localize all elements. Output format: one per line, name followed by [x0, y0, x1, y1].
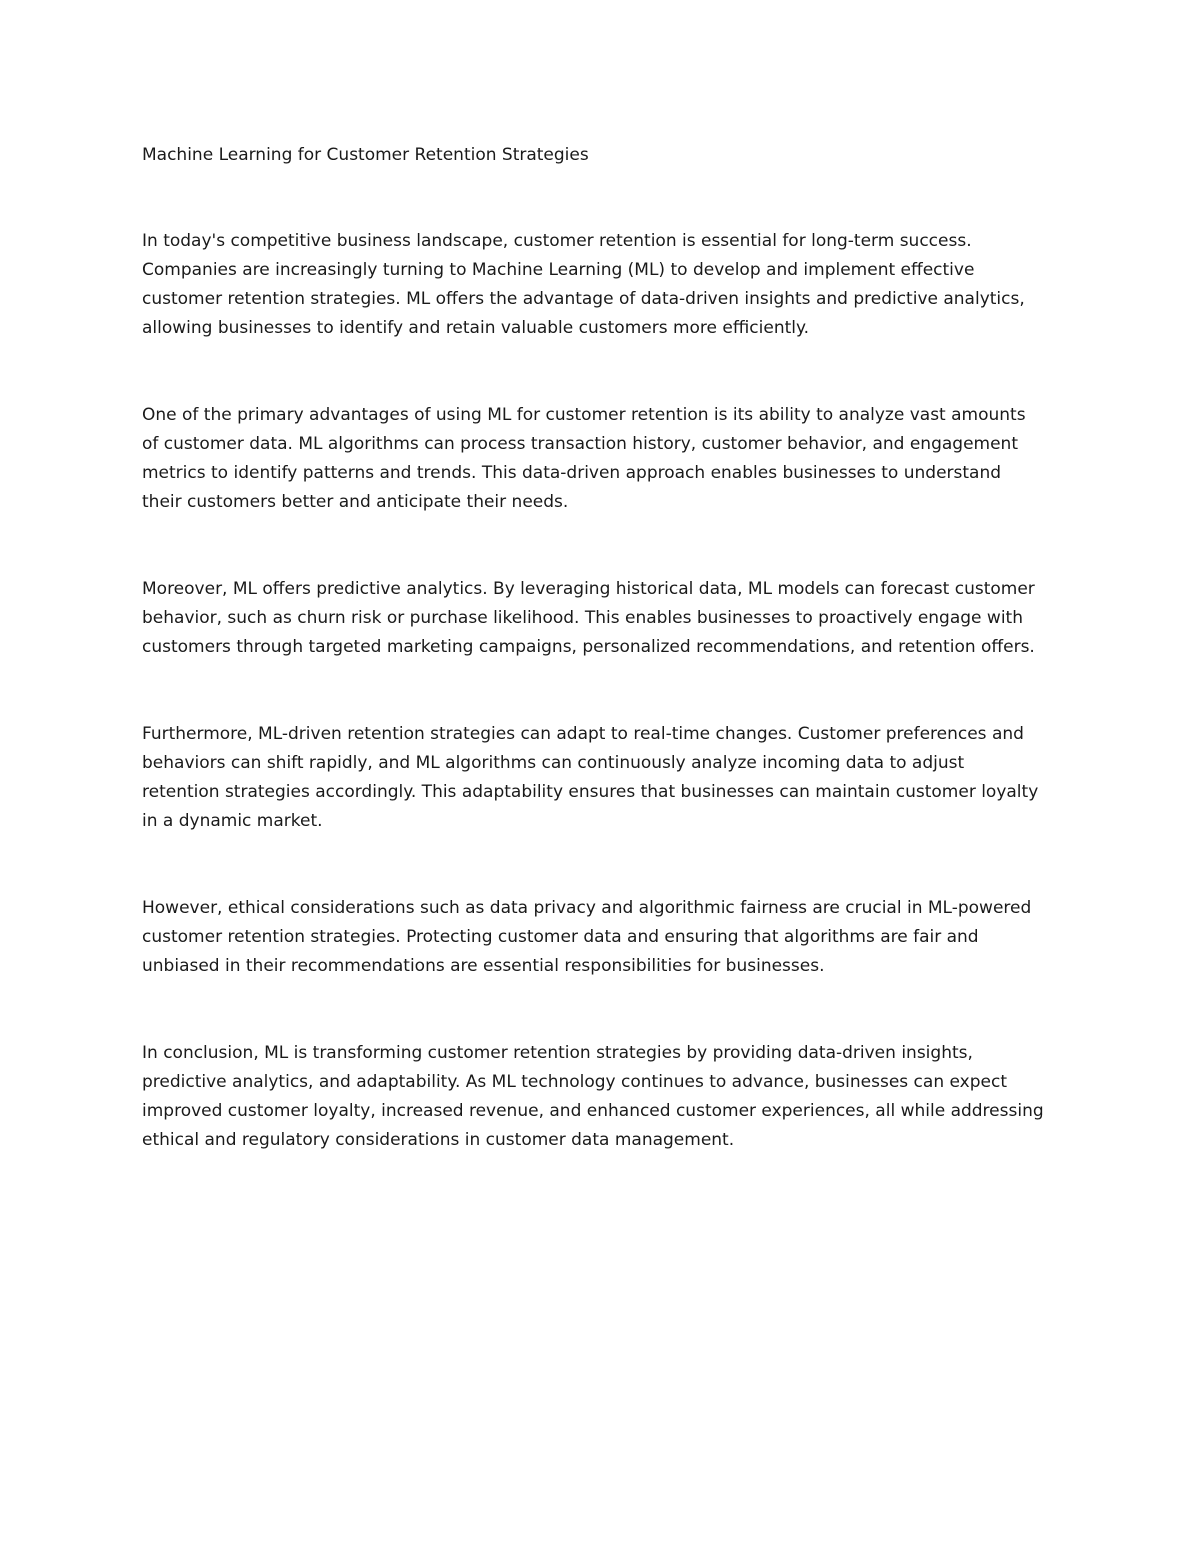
paragraph-real-time-adaptation — [142, 720, 1082, 836]
document-title: Machine Learning for Customer Retention Strategies — [142, 145, 589, 165]
paragraph-line: ethical and regulatory considerations in customer data management. — [142, 1130, 735, 1150]
paragraph-line: retention strategies accordingly. This adaptability ensures that businesses can maintain customer loyalty — [142, 782, 1039, 802]
paragraph-line: behavior, such as churn risk or purchase likelihood. This enables businesses to proactively engage with — [142, 608, 1023, 628]
paragraph-line: customer retention strategies. ML offers the advantage of data-driven insights and predictive analytics, — [142, 289, 1025, 309]
paragraph-line: Moreover, ML offers predictive analytics. By leveraging historical data, ML models can forecast customer — [142, 579, 1035, 599]
paragraph-conclusion — [142, 1039, 1082, 1155]
paragraph-line: behaviors can shift rapidly, and ML algorithms can continuously analyze incoming data to adjust — [142, 753, 965, 773]
paragraph-line: improved customer loyalty, increased revenue, and enhanced customer experiences, all while addressing — [142, 1101, 1044, 1121]
paragraph-line: customer retention strategies. Protecting customer data and ensuring that algorithms are fair and — [142, 927, 979, 947]
paragraph-ethics — [142, 894, 1082, 981]
paragraph-line: In conclusion, ML is transforming customer retention strategies by providing data-driven insights, — [142, 1043, 973, 1063]
paragraph-line: allowing businesses to identify and retain valuable customers more efficiently. — [142, 318, 810, 338]
paragraph-line: unbiased in their recommendations are essential responsibilities for businesses. — [142, 956, 825, 976]
document-body — [142, 141, 1082, 1155]
paragraph-line: One of the primary advantages of using ML for customer retention is its ability to analyze vast amounts — [142, 405, 1026, 425]
paragraph-line: of customer data. ML algorithms can process transaction history, customer behavior, and engagement — [142, 434, 1018, 454]
paragraph-line: predictive analytics, and adaptability. As ML technology continues to advance, businesses can expect — [142, 1072, 1007, 1092]
paragraph-line: Companies are increasingly turning to Machine Learning (ML) to develop and implement effective — [142, 260, 975, 280]
paragraph-predictive-analytics — [142, 575, 1082, 662]
paragraph-line: However, ethical considerations such as data privacy and algorithmic fairness are crucial in ML-powered — [142, 898, 1032, 918]
paragraph-line: In today's competitive business landscape, customer retention is essential for long-term success. — [142, 231, 972, 251]
paragraph-intro — [142, 227, 1082, 343]
paragraph-line: customers through targeted marketing campaigns, personalized recommendations, and retention offers. — [142, 637, 1035, 657]
paragraph-line: in a dynamic market. — [142, 811, 323, 831]
paragraph-line: Furthermore, ML-driven retention strategies can adapt to real-time changes. Customer preferences and — [142, 724, 1024, 744]
paragraph-line: metrics to identify patterns and trends. This data-driven approach enables businesses to understand — [142, 463, 1002, 483]
paragraph-line: their customers better and anticipate their needs. — [142, 492, 569, 512]
paragraph-data-analysis — [142, 401, 1082, 517]
